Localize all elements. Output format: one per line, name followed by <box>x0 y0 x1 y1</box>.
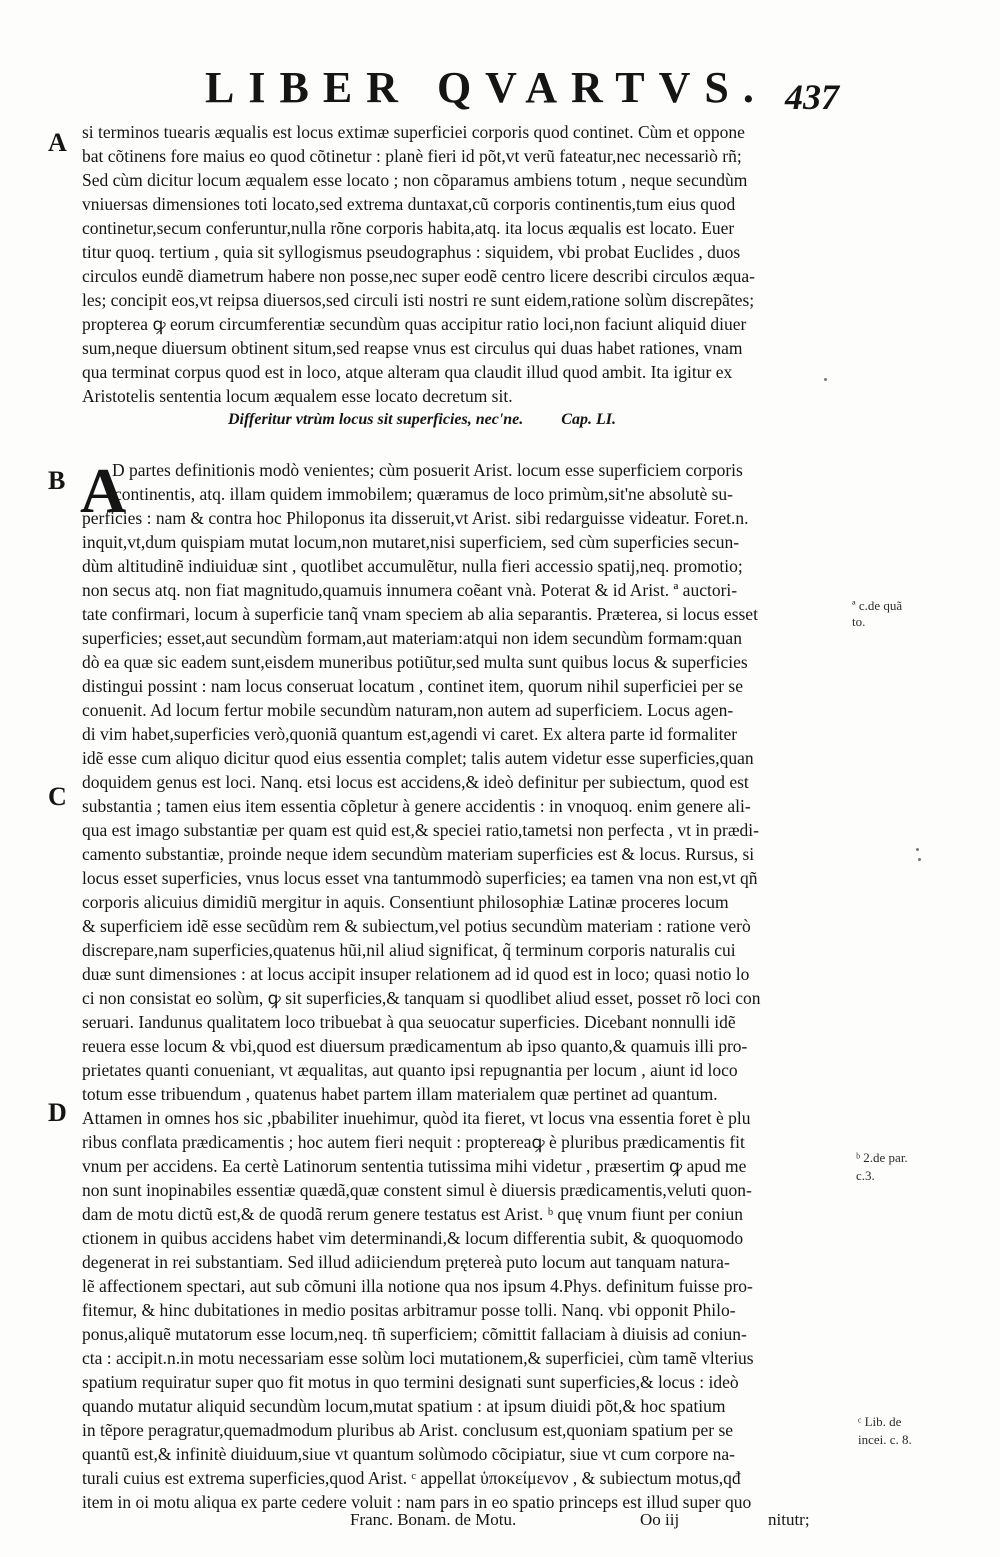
text-line: les; concipit eos,vt reipsa diuersos,sed circuli isti nostri re sunt eidem,ratione solùm discrepãtes; <box>82 290 755 310</box>
running-title: LIBER QVARTVS. <box>205 63 768 112</box>
text-line: si terminos tuearis æqualis est locus extimæ superficiei corporis quod continet. Cùm et oppone <box>82 122 745 142</box>
text-line: Aristotelis sententia locum æqualem esse locato decretum sit. <box>82 386 513 406</box>
text-line: non secus atq. non fiat magnitudo,quamuis innumera coẽant vnà. Poterat & id Arist. ª auctori- <box>82 580 738 600</box>
margin-note-b: ᵇ 2.de par. <box>856 1150 908 1165</box>
text-line: ci non consistat eo solùm, ꝙ sit superficies,& tanquam si quodlibet aliud esset, posset rõ loci con <box>82 988 761 1008</box>
paragraph-two <box>82 506 842 1514</box>
margin-note-a-cont: to. <box>852 614 866 629</box>
text-line: camento substantiæ, proinde neque idem secundùm materiam superficies est & locus. Rursus, si <box>82 844 755 864</box>
text-line: qua est imago substantiæ per quam est quid est,& speciei ratio,tametsi non perfecta , vt in prædi- <box>82 820 759 840</box>
text-line: idẽ esse cum aliquo dicitur quod eius essentia complet; talis autem videtur esse superficies,quan <box>82 748 754 768</box>
margin-note-b-cont: c.3. <box>856 1168 875 1183</box>
text-line: sum,neque diuersum obtinent situm,sed reapse vnus est circulus qui duas habet rationes, vnam <box>82 338 743 358</box>
paragraph-one <box>82 120 842 408</box>
text-line: prietates quanti conueniant, vt æqualitas, aut quanto ipsi repugnantia per locum , aiunt id loco <box>82 1060 738 1080</box>
margin-note-a: ª c.de quã <box>852 598 903 613</box>
paragraph-two-opening <box>112 458 842 506</box>
text-line: D partes definitionis modò venientes; cùm posuerit Arist. locum esse superficiem corporis <box>112 460 743 480</box>
text-line: turali cuius est extrema superficies,quod Arist. ᶜ appellat ὑποκείμενον , & subiectum motus,qđ <box>82 1468 741 1488</box>
page-number: 437 <box>785 77 839 117</box>
text-line: Sed cùm dicitur locum æqualem esse locato ; non cõparamus ambiens totum , neque secundùm <box>82 170 748 190</box>
text-line: ribus conflata prædicamentis ; hoc autem fieri nequit : proptereaꝙ è pluribus prædicamentis fit <box>82 1132 745 1152</box>
text-line: fitemur, & hinc dubitationes in medio positas arbitramur posse tolli. Nanq. vbi opponit Philo- <box>82 1300 736 1320</box>
text-line: spatium requiratur super quo fit motus in quo termini designati sunt superficies,& locus : ideò <box>82 1372 739 1392</box>
text-line: lẽ affectionem spectari, aut sub cõmuni illa notione qua nos ipsum 4.Phys. definitum fuisse pro- <box>82 1276 753 1296</box>
section-marker-c: C <box>48 782 67 811</box>
chapter-number: Cap. LI. <box>561 411 616 428</box>
text-line: dò ea quæ sic eadem sunt,eisdem muneribus potiũtur,sed multa sunt quibus locus & superficies <box>82 652 748 672</box>
footer-catchword: nitutr; <box>768 1510 810 1529</box>
text-line: discrepare,nam superficies,quatenus hũi,nil aliud significat, q̃ terminum corporis naturalis cui <box>82 940 736 960</box>
text-line: duæ sunt dimensiones : at locus accipit insuper relationem ad id quod est in loco; quasi notio lo <box>82 964 750 984</box>
footer-signature: Franc. Bonam. de Motu. <box>350 1510 517 1529</box>
text-line: ctionem in quibus accidens habet vim determinandi,& locum differentia subit, & quoquomodo <box>82 1228 744 1248</box>
text-line: inquit,vt,dum quispiam mutat locum,non mutaret,nisi superficiem, sed cùm superficies secun- <box>82 532 740 552</box>
text-line: continetur,secum conferuntur,nulla rõne corporis habita,atq. ita locus æqualis est locato. Euer <box>82 218 735 238</box>
text-line: distingui possint : nam locus conseruat locatum , continet item, quorum nihil superficiei per se <box>82 676 743 696</box>
text-line: superficies; esset,aut secundùm formam,aut materiam:atqui non idem secundùm formam:quan <box>82 628 742 648</box>
text-line: non sunt inopinabiles essentiæ quædã,quæ constent simul è diuersis prædicamentis,veluti quon- <box>82 1180 752 1200</box>
text-line: titur quoq. tertium , quia sit syllogismus pseudographus : siquidem, vbi probat Euclides , duos <box>82 242 741 262</box>
text-line: bat cõtinens fore maius eo quod cõtinetur : planè fieri id põt,vt verũ fateatur,nec necessariò rñ; <box>82 146 742 166</box>
text-line: perficies : nam & contra hoc Philoponus ita disseruit,vt Arist. sibi redarguisse videatur. Foret.n. <box>82 508 749 528</box>
text-line: totum esse tribuendum , quatenus habet partem illam materialem quæ pertinet ad quantum. <box>82 1084 718 1104</box>
text-line: Attamen in omnes hos sic ,pbabiliter inuehimur, quòd ita fieret, vt locus vna essentia foret è plu <box>82 1108 751 1128</box>
text-line: seruari. Iandunus qualitatem loco tribuebat à qua seuocatur superficies. Dicebant nonnulli idẽ <box>82 1012 736 1032</box>
ink-speck <box>918 858 921 861</box>
text-line: vniuersas dimensiones toti locato,sed extrema duntaxat,cũ corporis continentis,tum eius quod <box>82 194 736 214</box>
text-line: reuera esse locum & vbi,quod est diuersum prædicamentum ab ipso quanto,& quamuis illi pro- <box>82 1036 748 1056</box>
text-line: propterea ꝙ eorum circumferentiæ secundùm quas accipitur ratio loci,non faciunt aliquid diuer <box>82 314 747 334</box>
margin-note-c: ᶜ Lib. de <box>858 1414 902 1429</box>
text-line: vnum per accidens. Ea certè Latinorum sententia tutissima mihi videtur , præsertim ꝙ apud me <box>82 1156 747 1176</box>
text-line: cta : accipit.n.in motu necessariam esse solùm loci mutationem,& superficiei, cùm tamẽ vlterius <box>82 1348 754 1368</box>
text-line: di vim habet,superficies verò,quoniã quantum est,agendi vi caret. Ex altera parte id formaliter <box>82 724 738 744</box>
text-line: tate confirmari, locum à superficie tanq̃ vnam speciem ab alia separantis. Præterea, si locus esset <box>82 604 758 624</box>
text-line: conuenit. Ad locum fertur mobile secundùm naturam,non autem ad superficiem. Locus agen- <box>82 700 734 720</box>
text-line: dùm altitudinẽ indiuiduæ sint , quotlibet accumulẽtur, nulla fieri accessio spatij,neq. promotio; <box>82 556 743 576</box>
text-line: continentis, atq. illam quidem immobilem; quæramus de loco primùm,sit'ne absolutè su- <box>114 484 733 504</box>
section-marker-b: B <box>48 466 66 495</box>
section-marker-d: D <box>48 1098 67 1127</box>
text-line: in tẽpore peragratur,quemadmodum pluribus ab Arist. conclusum est,quoniam spatium per se <box>82 1420 734 1440</box>
text-line: dam de motu dictũ est,& de quodã rerum genere testatus est Arist. ᵇ quę vnum fiunt per coniun <box>82 1204 744 1224</box>
section-marker-a: A <box>48 128 67 157</box>
drop-cap: A <box>80 455 127 526</box>
text-line: & superficiem idẽ esse secũdùm rem & subiectum,vel potius secundùm materiam : ratione verò <box>82 916 751 936</box>
text-line: quantũ est,& infinitè diuiduum,siue vt quantum solùmodo cõcipiatur, siue vt cum corpore na- <box>82 1444 735 1464</box>
text-line: degenerat in rei substantiam. Sed illud adiiciendum prętereà puto locum aut tanquam natura- <box>82 1252 730 1272</box>
text-line: quando mutatur aliquid secundùm locum,mutat spatium : at ipsum diuidi põt,& hoc spatium <box>82 1396 726 1416</box>
text-line: corporis alicuius dimidiũ mergitur in aquis. Consentiunt philosophiæ Latinæ proceres locum <box>82 892 729 912</box>
ink-speck <box>916 848 919 851</box>
footer-gathering: Oo iij <box>640 1510 680 1529</box>
text-line: ponus,aliquẽ mutatorum esse locum,neq. tñ superficiem; cõmittit fallaciam à diuisis ad coniun- <box>82 1324 747 1344</box>
text-line: locus esset superficies, vnus locus esset vna tantummodò superficies; ea tamen vna non est,vt qñ <box>82 868 758 888</box>
margin-note-c-cont: incei. c. 8. <box>858 1432 912 1447</box>
text-line: substantia ; tamen eius item essentia cõpletur à genere accidentis : in vnoquoq. enim genere ali- <box>82 796 751 816</box>
chapter-heading <box>228 411 616 429</box>
ink-speck <box>824 378 827 381</box>
text-line: qua terminat corpus quod est in loco, atque alteram qua claudit illud quod ambit. Ita igitur ex <box>82 362 733 382</box>
text-line: circulos eundẽ diametrum habere non posse,nec super eodẽ centro licere describi circulos æqua- <box>82 266 755 286</box>
chapter-title: Differitur vtrùm locus sit superficies, nec'ne. <box>228 411 524 428</box>
text-line: doquidem genus est loci. Nanq. etsi locus est accidens,& ideò definitur per subiectum, quod est <box>82 772 749 792</box>
text-line: item in oi motu aliqua ex parte cedere voluit : nam pars in eo spatio princeps est illud super quo <box>82 1492 752 1512</box>
